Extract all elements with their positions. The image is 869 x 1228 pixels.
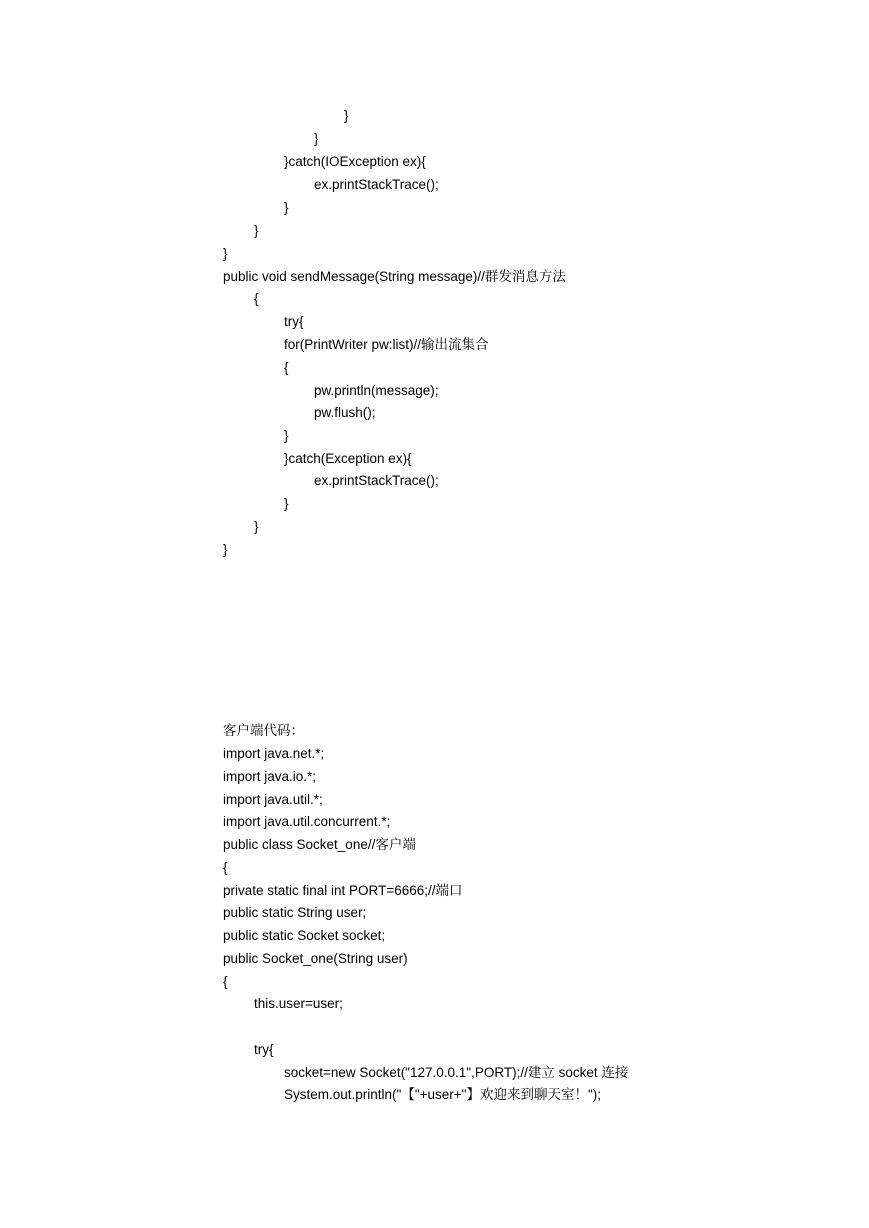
code-text: public static Socket socket; [223, 928, 386, 943]
code-text: } [254, 519, 259, 534]
code-line [0, 380, 869, 402]
code-text: private static final int PORT=6666;//端口 [223, 883, 463, 898]
code-text: pw.flush(); [314, 405, 376, 420]
code-text: import java.io.*; [223, 769, 317, 784]
code-line [0, 743, 869, 765]
code-text: } [223, 246, 228, 261]
code-text: public Socket_one(String user) [223, 951, 408, 966]
code-line [0, 220, 869, 242]
code-text: } [314, 131, 319, 146]
code-text: socket=new Socket("127.0.0.1",PORT);//建立 socket 连接 [284, 1065, 629, 1080]
code-line [0, 516, 869, 538]
code-text: } [344, 108, 349, 123]
code-text: import java.net.*; [223, 746, 325, 761]
code-line [0, 128, 869, 150]
code-text: this.user=user; [254, 996, 343, 1011]
code-line [0, 857, 869, 879]
code-line [0, 1084, 869, 1106]
section-heading [0, 720, 869, 742]
code-text: public void sendMessage(String message)//群发消息方法 [223, 269, 566, 284]
code-text: try{ [284, 314, 304, 329]
code-text: } [254, 223, 259, 238]
code-line [0, 539, 869, 561]
code-text: System.out.println("【"+user+"】欢迎来到聊天室！"); [284, 1087, 601, 1102]
code-line [0, 151, 869, 173]
code-line [0, 288, 869, 310]
code-text: ex.printStackTrace(); [314, 473, 439, 488]
code-line [0, 925, 869, 947]
code-line [0, 789, 869, 811]
code-line [0, 1016, 869, 1038]
code-line [0, 493, 869, 515]
code-line [0, 105, 869, 127]
code-text: { [254, 291, 259, 306]
code-text: } [284, 200, 289, 215]
code-line [0, 766, 869, 788]
code-text: }catch(Exception ex){ [284, 451, 412, 466]
code-line [0, 1039, 869, 1061]
code-line [0, 834, 869, 856]
code-line [0, 811, 869, 833]
code-text: try{ [254, 1042, 274, 1057]
code-line [0, 357, 869, 379]
code-line [0, 425, 869, 447]
code-text: pw.println(message); [314, 383, 439, 398]
code-line [0, 266, 869, 288]
code-text: { [223, 974, 228, 989]
code-text: } [284, 496, 289, 511]
code-text: { [223, 860, 228, 875]
code-text: import java.util.*; [223, 792, 323, 807]
code-line [0, 197, 869, 219]
code-text: ex.printStackTrace(); [314, 177, 439, 192]
code-text: } [284, 428, 289, 443]
code-line [0, 448, 869, 470]
code-text: { [284, 360, 289, 375]
code-line [0, 402, 869, 424]
code-line [0, 948, 869, 970]
code-line [0, 311, 869, 333]
code-line [0, 243, 869, 265]
code-text: import java.util.concurrent.*; [223, 814, 391, 829]
code-line [0, 902, 869, 924]
client-code-heading: 客户端代码： [223, 723, 304, 738]
code-line [0, 174, 869, 196]
code-line [0, 334, 869, 356]
code-line [0, 993, 869, 1015]
code-text: }catch(IOException ex){ [284, 154, 426, 169]
code-text: for(PrintWriter pw:list)//输出流集合 [284, 337, 489, 352]
code-line [0, 971, 869, 993]
code-text: public class Socket_one//客户端 [223, 837, 416, 852]
code-text: public static String user; [223, 905, 367, 920]
code-line [0, 470, 869, 492]
code-line [0, 880, 869, 902]
code-line [0, 1062, 869, 1084]
code-text: } [223, 542, 228, 557]
